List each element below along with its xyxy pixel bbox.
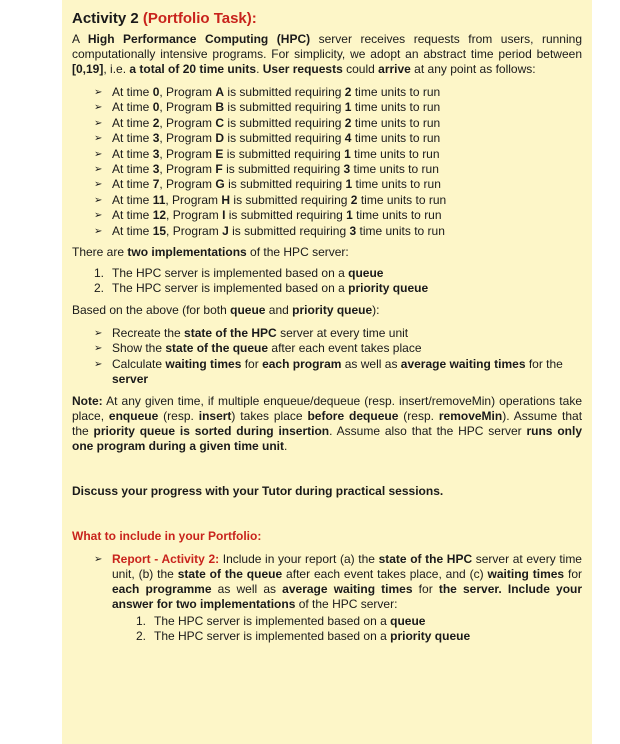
list-item: ➢ At time 15, Program J is submitted requiring 3 time units to run <box>94 223 445 238</box>
list-number: 2. <box>94 281 105 296</box>
include-heading: What to include in your Portfolio: <box>72 528 262 543</box>
intro-text: A <box>72 32 88 46</box>
list-item: ➢ At time 7, Program G is submitted requiring 1 time units to run <box>94 177 441 192</box>
program-list <box>72 85 582 239</box>
list-item: ➢ At time 0, Program B is submitted requiring 1 time units to run <box>94 100 441 115</box>
list-item: 2. The HPC server is implemented based on a priority queue <box>94 281 429 296</box>
arrow-bullet-icon: ➢ <box>94 358 103 370</box>
list-item: ➢ At time 11, Program H is submitted requiring 2 time units to run <box>94 192 447 207</box>
list-item: ➢ Recreate the state of the HPC server at every time unit <box>94 325 409 340</box>
arrow-bullet-icon: ➢ <box>94 194 103 206</box>
list-number: 2. <box>136 628 147 643</box>
list-item: ➢ Report - Activity 2: Include in your report (a) the state of the HPC server at every time unit, (b) the state of the queue after each event takes place, and (c) waiting times for each programme as well as average waiting times for the server. Include your answer for two implementations of the HPC server: 1. The HPC server is implemented based on a queue 2. The HPC server is implemented based on a priority queue <box>94 551 583 643</box>
intro-text: . <box>256 62 263 76</box>
report-implementation-list <box>112 614 582 644</box>
task-list <box>72 326 582 388</box>
arrow-bullet-icon: ➢ <box>94 117 103 129</box>
arrow-bullet-icon: ➢ <box>94 553 103 565</box>
list-item: ➢ At time 2, Program C is submitted requiring 2 time units to run <box>94 115 441 130</box>
arrow-bullet-icon: ➢ <box>94 210 103 222</box>
arrow-bullet-icon: ➢ <box>94 164 103 176</box>
intro-text: at any point as follows: <box>410 62 536 76</box>
list-item: ➢ At time 12, Program I is submitted requiring 1 time units to run <box>94 208 442 223</box>
list-item: 1. The HPC server is implemented based on a queue <box>136 613 426 628</box>
arrow-bullet-icon: ➢ <box>94 225 103 237</box>
intro-text: could <box>342 62 379 76</box>
list-item: ➢ At time 3, Program D is submitted requiring 4 time units to run <box>94 131 441 146</box>
arrow-bullet-icon: ➢ <box>94 327 103 339</box>
list-number: 1. <box>136 613 147 628</box>
arrow-bullet-icon: ➢ <box>94 148 103 160</box>
arrow-bullet-icon: ➢ <box>94 179 103 191</box>
list-item: 2. The HPC server is implemented based on a priority queue <box>136 628 471 643</box>
activity-title-sub: (Portfolio Task): <box>142 10 257 27</box>
activity-title <box>72 10 582 28</box>
arrow-bullet-icon: ➢ <box>94 87 103 98</box>
arrow-bullet-icon: ➢ <box>94 133 103 145</box>
list-item: ➢ At time 0, Program A is submitted requiring 2 time units to run <box>94 85 441 99</box>
note-paragraph: Note: At any given time, if multiple enqueue/dequeue (resp. insert/removeMin) operations take place, enqueue (resp. insert) takes place before dequeue (resp. removeMin). Assume that the priority queue is sorted during insertion. Assume also that the HPC server runs only one program during a given time unit. <box>72 393 583 453</box>
intro-bold: High Performance Computing (HPC) <box>87 32 311 46</box>
list-number: 1. <box>94 266 105 281</box>
intro-bold: User requests <box>262 62 343 76</box>
arrow-bullet-icon: ➢ <box>94 102 103 114</box>
implementation-list <box>72 266 582 297</box>
list-item: ➢ Show the state of the queue after each event takes place <box>94 341 422 356</box>
list-item: ➢ At time 3, Program F is submitted requiring 3 time units to run <box>94 162 439 177</box>
intro-text: , i.e. <box>103 62 130 76</box>
list-item: ➢ At time 3, Program E is submitted requiring 1 time units to run <box>94 146 440 161</box>
intro-bold: [0,19] <box>72 62 104 76</box>
list-item: 1. The HPC server is implemented based on a queue <box>94 266 384 281</box>
intro-bold: a total of 20 time units <box>129 62 257 76</box>
document-page <box>62 0 592 744</box>
intro-bold: arrive <box>378 62 411 76</box>
report-list <box>72 552 582 644</box>
intro-paragraph <box>72 32 582 77</box>
activity-title-main: Activity 2 <box>72 10 139 27</box>
list-item: ➢ Calculate waiting times for each program as well as average waiting times for the server <box>94 356 563 387</box>
intro-text: server receives requests from users, running computationally intensive programs. For simplicity, we adopt an abstract time period between <box>72 32 582 61</box>
implementations-intro: There are two implementations of the HPC server: <box>72 245 349 260</box>
discuss-text: Discuss your progress with your Tutor during practical sessions. <box>72 483 444 498</box>
arrow-bullet-icon: ➢ <box>94 343 103 355</box>
based-on-paragraph: Based on the above (for both queue and priority queue): <box>72 302 380 317</box>
